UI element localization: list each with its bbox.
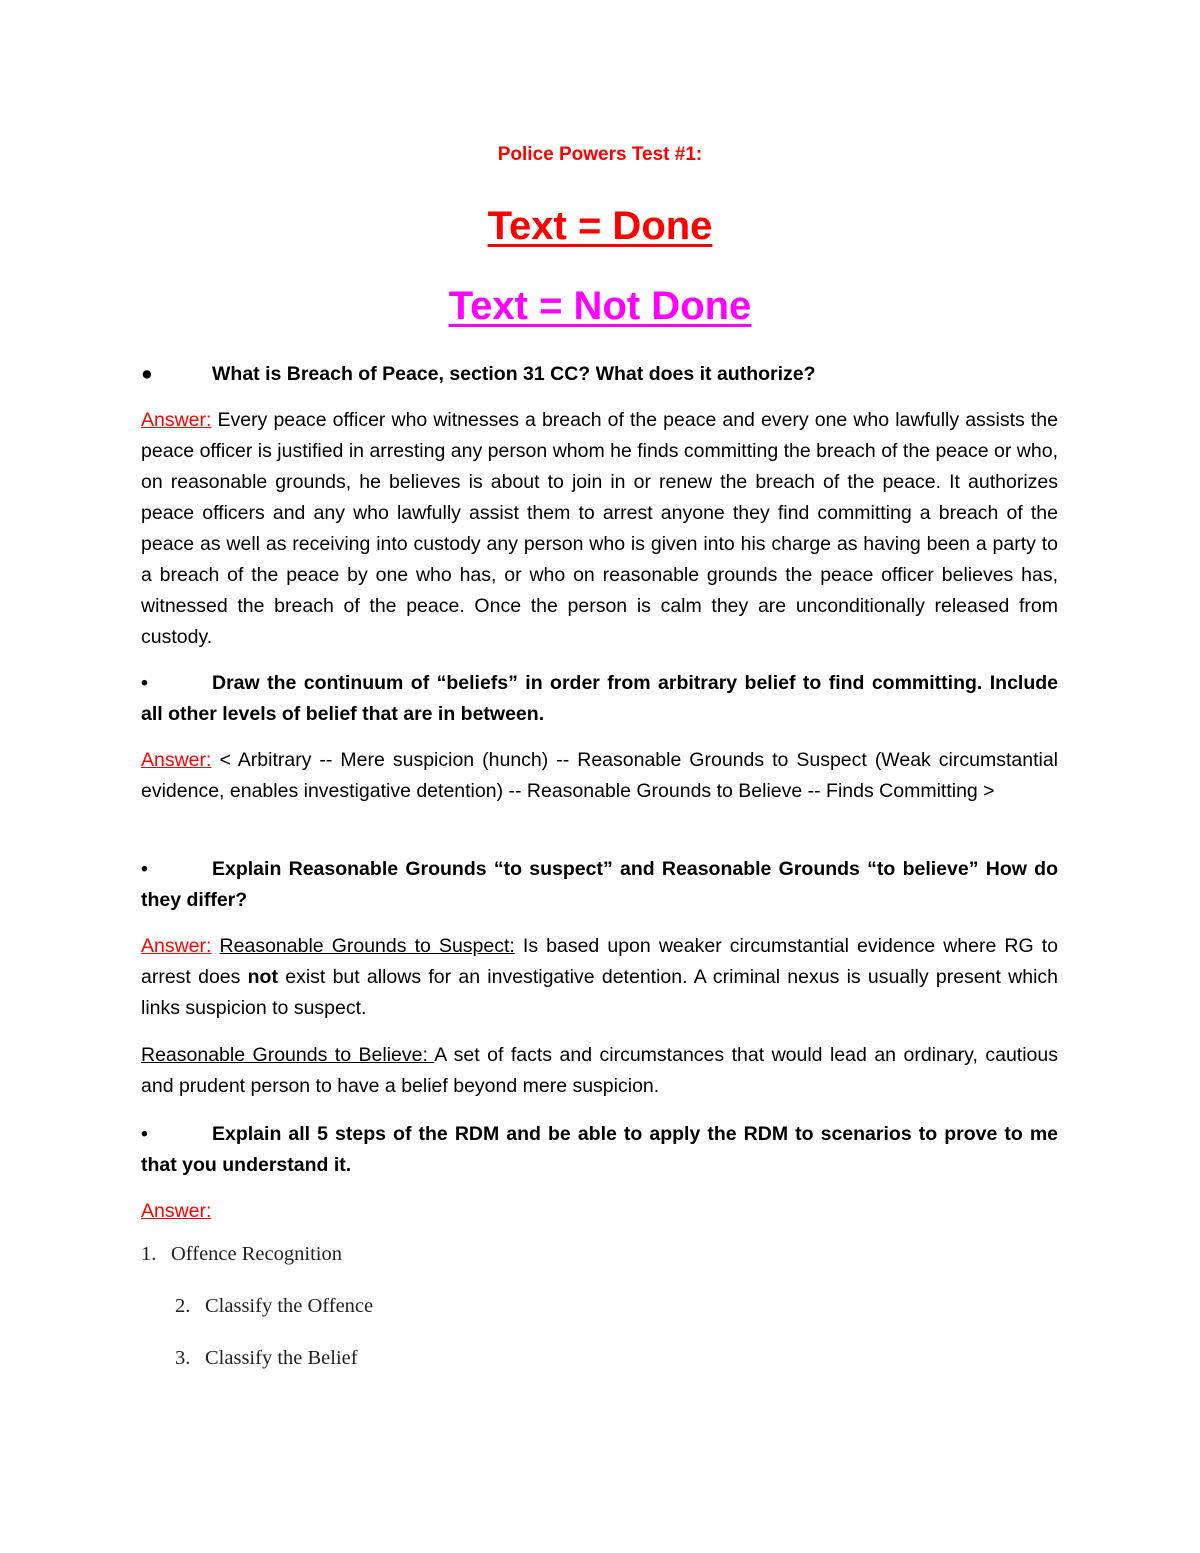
step-label: Classify the Offence — [205, 1295, 374, 1317]
document-subtitle: Police Powers Test #1: — [497, 144, 703, 165]
suspect-text-a: Is based upon weaker circumstantial evidence where RG to arrest does — [141, 935, 1058, 988]
question-3 — [141, 854, 1058, 916]
suspect-term: Reasonable Grounds to Suspect: — [219, 935, 515, 957]
answer-label: Answer: — [141, 935, 212, 957]
question-4 — [141, 1119, 1058, 1181]
answer-1 — [141, 405, 1058, 653]
rdm-step-2 — [175, 1295, 373, 1318]
answer-3-believe — [141, 1040, 1058, 1102]
question-2 — [141, 668, 1058, 730]
bullet: • — [141, 672, 148, 694]
answer-label: Answer: — [141, 409, 212, 431]
answer-label: Answer: — [141, 1200, 212, 1222]
question-text: Explain Reasonable Grounds “to suspect” and Reasonable Grounds “to believe” How do they differ? — [141, 858, 1058, 911]
answer-3 — [141, 931, 1058, 1024]
question-text: Explain all 5 steps of the RDM and be able to apply the RDM to scenarios to prove to me that you understand it. — [141, 1123, 1058, 1176]
step-number: 2. — [175, 1295, 191, 1317]
answer-text: < Arbitrary -- Mere suspicion (hunch) -- Reasonable Grounds to Suspect (Weak circumstantial evidence, enables investigative detention) -- Reasonable Grounds to Believe -- Finds Committing > — [141, 749, 1058, 802]
step-label: Offence Recognition — [171, 1243, 342, 1265]
question-text: What is Breach of Peace, section 31 CC? What does it authorize? — [212, 363, 816, 385]
step-number: 1. — [141, 1243, 157, 1265]
step-number: 3. — [175, 1347, 191, 1369]
bullet: ● — [141, 363, 153, 385]
suspect-not: not — [247, 966, 278, 988]
suspect-text-b: exist but allows for an investigative detention. A criminal nexus is usually present which links suspicion to suspect. — [141, 966, 1059, 1019]
question-1 — [141, 359, 1058, 390]
rdm-step-3 — [175, 1347, 358, 1370]
rdm-step-1 — [141, 1243, 342, 1266]
answer-label: Answer: — [141, 749, 212, 771]
believe-term: Reasonable Grounds to Believe: — [141, 1044, 435, 1066]
question-text: Draw the continuum of “beliefs” in order from arbitrary belief to find committing. Include all other levels of belief that are in between. — [141, 672, 1058, 725]
bullet: • — [141, 858, 148, 880]
answer-4 — [141, 1196, 1058, 1227]
step-label: Classify the Belief — [205, 1347, 358, 1369]
believe-text: A set of facts and circumstances that would lead an ordinary, cautious and prudent person to have a belief beyond mere suspicion. — [141, 1044, 1058, 1097]
answer-2 — [141, 745, 1058, 807]
legend-not-done: Text = Not Done — [448, 284, 752, 328]
answer-text: Every peace officer who witnesses a breach of the peace and every one who lawfully assists the peace officer is justified in arresting any person whom he finds committing the breach of the peace or who, on reasonable grounds, he believes is about to join in or renew the breach of the peace. It authorizes peace officers and any who lawfully assist them to arrest anyone they find committing a breach of the peace as well as receiving into custody any person who is given into his charge as having been a party to a breach of the peace by one who has, or who on reasonable grounds the peace officer believes has, witnessed the breach of the peace. Once the person is calm they are unconditionally released from custody. — [141, 409, 1058, 648]
legend-done: Text = Done — [487, 204, 713, 248]
bullet: • — [141, 1123, 148, 1145]
